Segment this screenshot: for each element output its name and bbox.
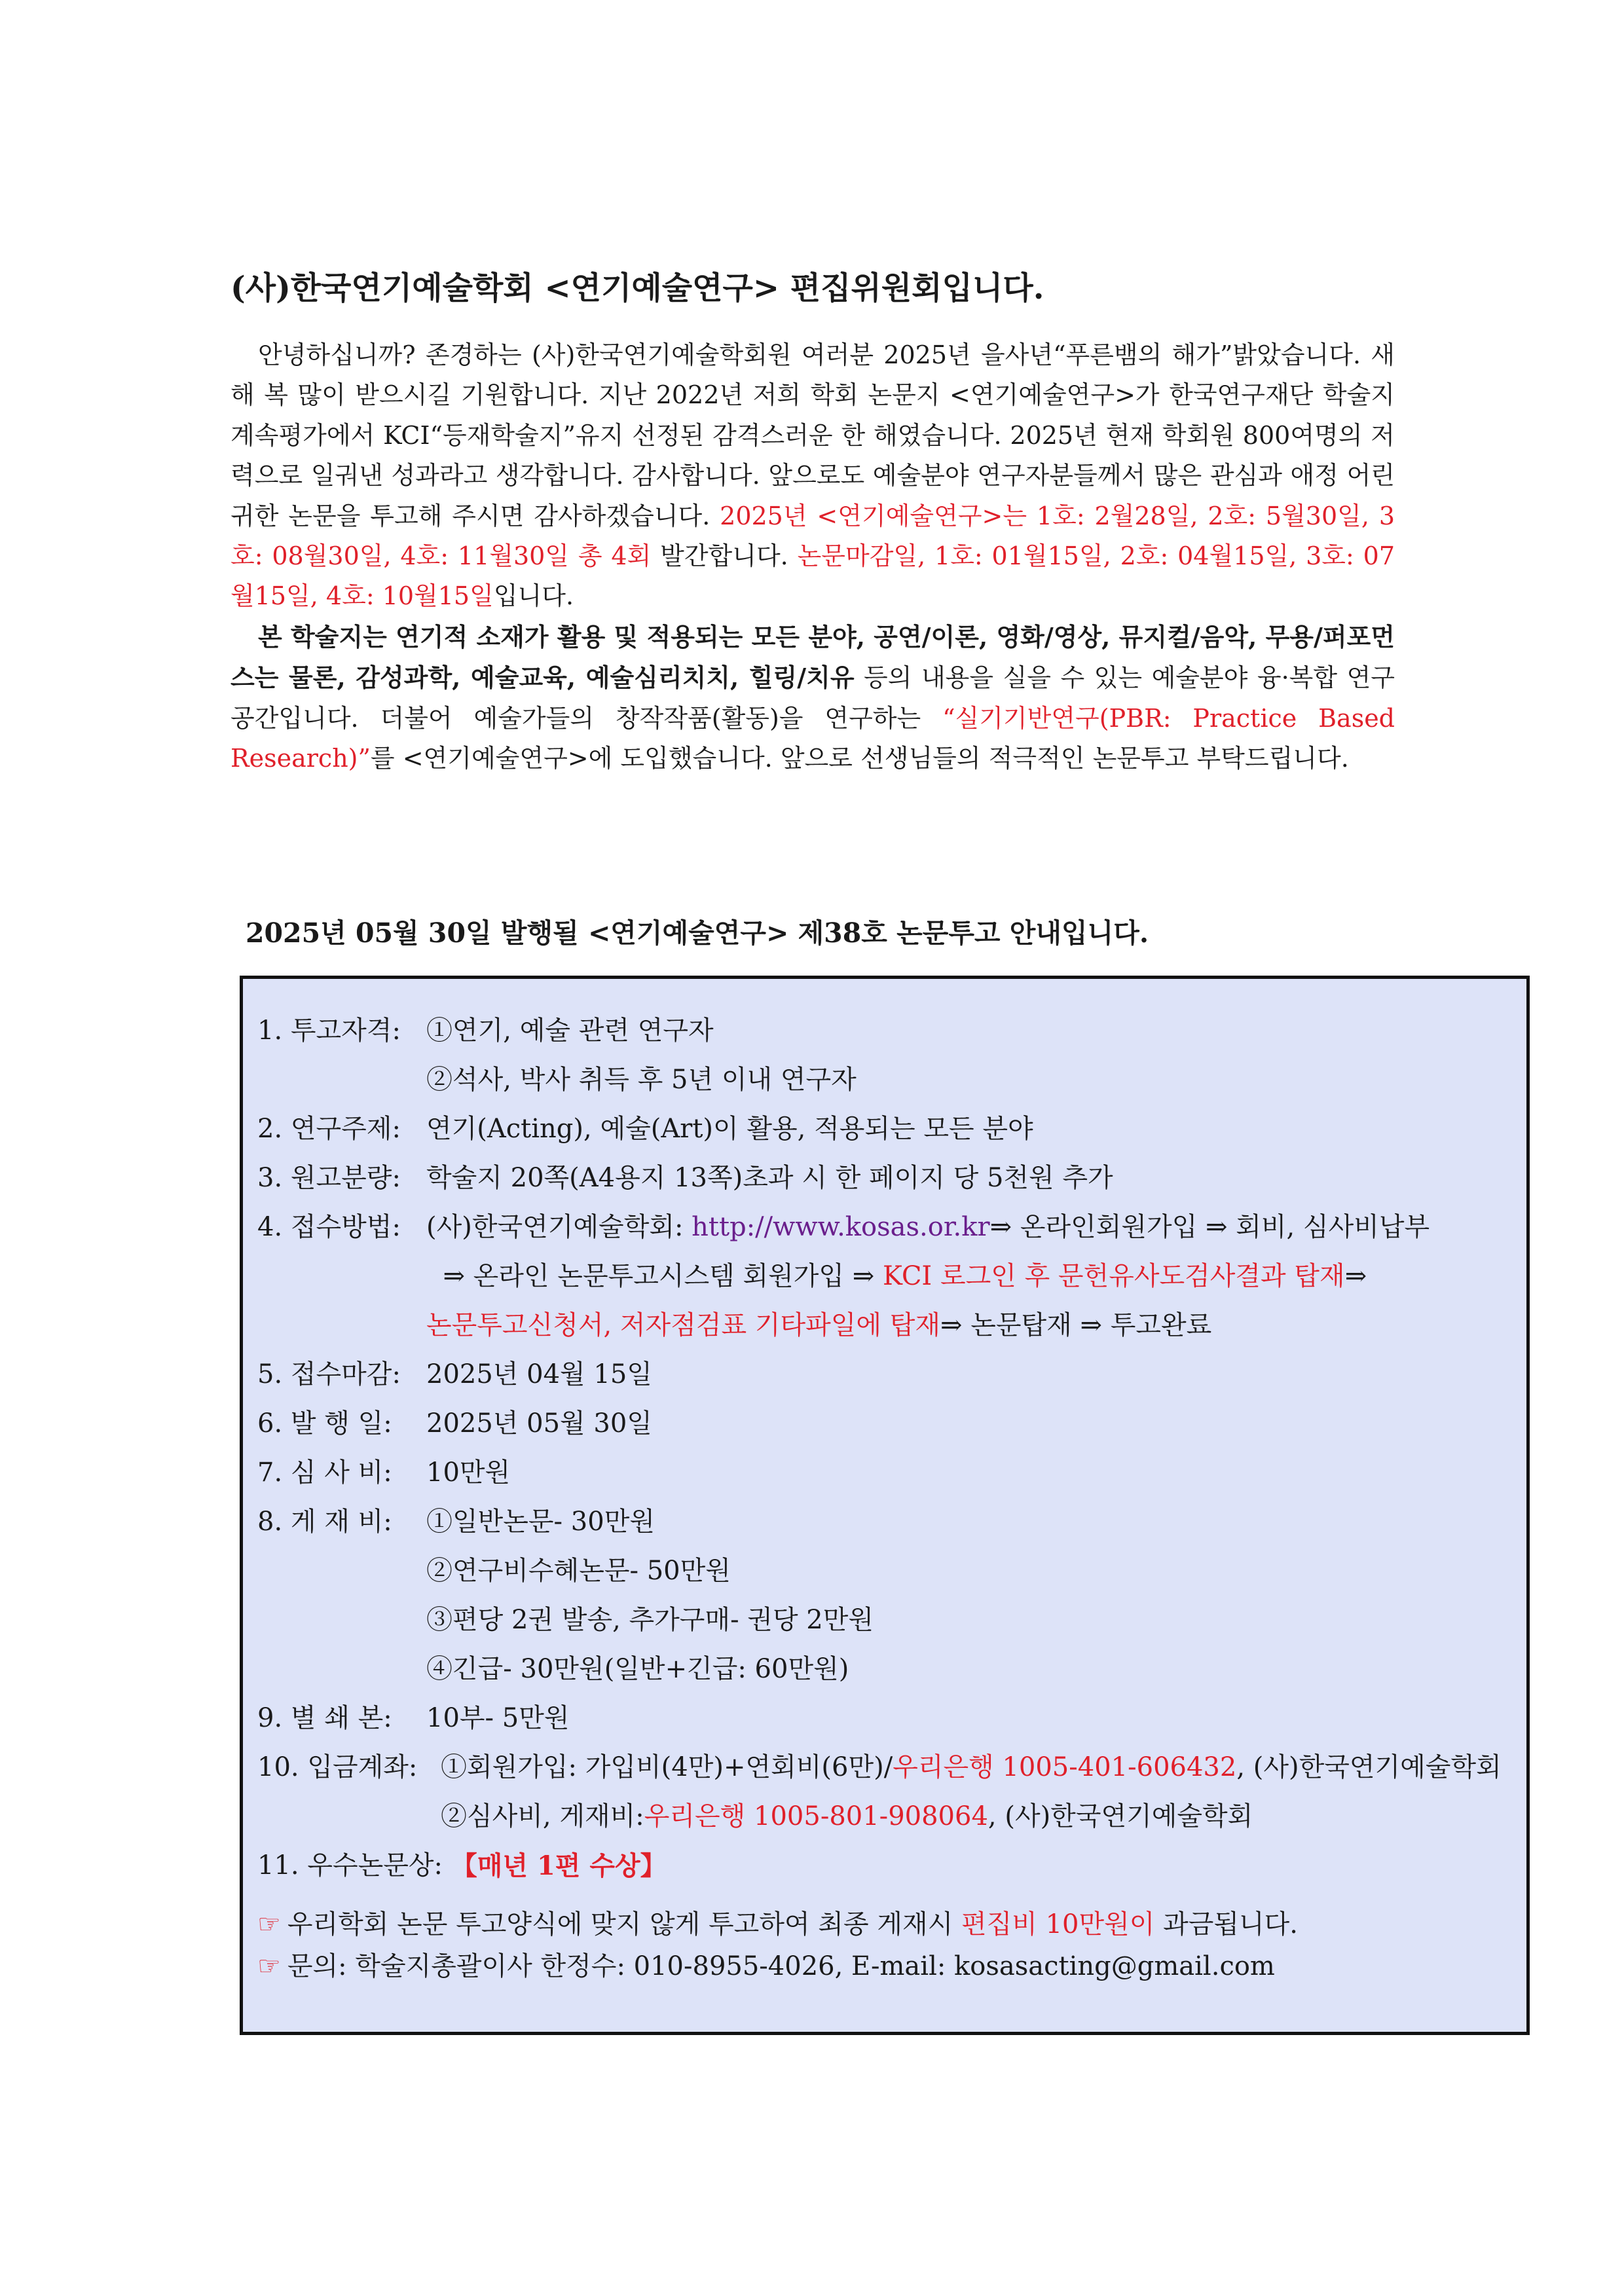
pub-fee-value: ③편당 2권 발송, 추가구매- 권당 2만원	[426, 1605, 874, 1635]
pub-fee-value: ④긴급- 30만원(일반+긴급: 60만원)	[426, 1654, 849, 1684]
pointing-hand-icon: ☞	[257, 1909, 281, 1939]
deadline-value: 2025년 04월 15일	[426, 1359, 652, 1389]
pubdate-label: 6. 발 행 일:	[257, 1408, 392, 1439]
submission-info-box	[240, 976, 1530, 2035]
pointing-hand-icon: ☞	[257, 1951, 281, 1981]
account-row	[257, 1743, 1526, 1792]
qualification-row	[257, 1006, 1526, 1056]
intro-text: 입니다.	[493, 581, 574, 611]
topic-row	[257, 1105, 1526, 1154]
issue-schedule: 2025년 <연기예술연구>는 1호: 2월28일, 2호: 5월30일, 3호: 08월30일, 4호: 11월30일 총 4회	[231, 501, 1395, 571]
notice-heading: 2025년 05월 30일 발행될 <연기예술연구> 제38호 논문투고 안내입니다.	[246, 917, 1149, 949]
method-text: ⇒	[1344, 1261, 1367, 1291]
reprint-row	[257, 1694, 1526, 1743]
journal-scope: 본 학술지는 연기적 소재가 활용 및 적용되는 모든 분야, 공연/이론, 영화/영상, 뮤지컬/음악, 무용/퍼포먼스는 물론, 감성과학, 예술교육, 예술심리치치, 힐링/치유	[231, 621, 1395, 693]
intro-section	[231, 335, 1395, 779]
pubdate-value: 2025년 05월 30일	[426, 1408, 652, 1439]
account-text: ②심사비, 게재비:	[441, 1801, 644, 1831]
pubdate-row	[257, 1399, 1526, 1448]
contact-text: 문의: 학술지총괄이사 한정수: 010-8955-4026, E-mail: kosasacting@gmail.com	[287, 1951, 1275, 1981]
intro-text: 등의 내용을 실을 수 있는 예술분야 융·복합 연구공간입니다. 더불어 예술가들의 창작작품(활동)을 연구하는	[231, 663, 1395, 733]
note-contact	[257, 1945, 1526, 1987]
method-text: (사)한국연기예술학회:	[426, 1212, 684, 1242]
deadline-label: 5. 접수마감:	[257, 1359, 401, 1389]
award-value: 【매년 1편 수상】	[451, 1850, 667, 1881]
topic-value: 연기(Acting), 예술(Art)이 활용, 적용되는 모든 분야	[426, 1114, 1033, 1144]
account-number: 우리은행 1005-401-606432	[893, 1752, 1237, 1782]
reprint-value: 10부- 5만원	[426, 1703, 570, 1733]
method-text: ⇒ 논문탑재 ⇒ 투고완료	[940, 1310, 1212, 1340]
award-row	[257, 1841, 1526, 1890]
pub-fee-row	[257, 1645, 1526, 1694]
pub-fee-value: ②연구비수혜논문- 50만원	[426, 1556, 731, 1586]
qualification-value: ①연기, 예술 관련 연구자	[426, 1016, 714, 1046]
method-highlight: 논문투고신청서, 저자점검표 기타파일에 탑재	[426, 1310, 941, 1340]
note-text: 우리학회 논문 투고양식에 맞지 않게 투고하여 최종 게재시	[287, 1909, 961, 1939]
length-value: 학술지 20쪽(A4용지 13쪽)초과 시 한 페이지 당 5천원 추가	[426, 1163, 1113, 1193]
pub-fee-row	[257, 1547, 1526, 1596]
page-title: (사)한국연기예술학회 <연기예술연구> 편집위원회입니다.	[231, 270, 1044, 306]
method-row	[257, 1252, 1526, 1301]
length-row	[257, 1154, 1526, 1203]
intro-paragraph-2	[231, 617, 1395, 779]
intro-text: 안녕하십니까? 존경하는 (사)한국연기예술학회원 여러분 2025년 을사년“푸른뱀의 해가”밝았습니다. 새해 복 많이 받으시길 기원합니다. 지난 2022년 저희 학회 논문지 <연기예술연구>가 한국연구재단 학술지계속평가에서 KCI“등재학술지”유지 선정된 감격스러운 한 해였습니다. 2025년 현재 학회원 800여명의 저력으로 일궈낸 성과라고 생각합니다. 감사합니다. 앞으로도 예술분야 연구자분들께서 많은 관심과 애정 어린 귀한 논문을 투고해 주시면 감사하겠습니다.	[231, 340, 1395, 530]
qualification-label: 1. 투고자격:	[257, 1016, 401, 1046]
note-highlight: 편집비 10만원이	[961, 1909, 1155, 1939]
website-link[interactable]: http://www.kosas.or.kr	[692, 1212, 990, 1242]
account-number: 우리은행 1005-801-908064	[644, 1801, 988, 1831]
method-label: 4. 접수방법:	[257, 1212, 401, 1242]
account-text: ①회원가입: 가입비(4만)+연회비(6만)/	[441, 1752, 893, 1782]
pbr-highlight: “실기기반연구(PBR: Practice Based Research)”	[231, 703, 1395, 773]
review-fee-value: 10만원	[426, 1458, 511, 1488]
account-text: , (사)한국연기예술학회	[1236, 1752, 1502, 1782]
intro-text: 발간합니다.	[651, 542, 798, 571]
review-fee-row	[257, 1448, 1526, 1497]
intro-text: 를 <연기예술연구>에 도입했습니다. 앞으로 선생님들의 적극적인 논문투고 부탁드립니다.	[370, 744, 1349, 773]
method-highlight: KCI 로그인 후 문헌유사도검사결과 탑재	[883, 1261, 1345, 1291]
deadline-row	[257, 1350, 1526, 1399]
length-label: 3. 원고분량:	[257, 1163, 401, 1193]
intro-paragraph-1	[231, 335, 1395, 617]
note-fee	[257, 1903, 1526, 1945]
method-text: ⇒ 온라인 논문투고시스템 회원가입 ⇒	[443, 1261, 875, 1291]
note-text: 과금됩니다.	[1154, 1909, 1299, 1939]
pub-fee-row	[257, 1497, 1526, 1547]
award-label: 11. 우수논문상:	[257, 1850, 443, 1881]
qualification-value: ②석사, 박사 취득 후 5년 이내 연구자	[426, 1065, 857, 1095]
pub-fee-value: ①일반논문- 30만원	[426, 1507, 655, 1537]
account-row	[257, 1792, 1526, 1841]
review-fee-label: 7. 심 사 비:	[257, 1458, 392, 1488]
method-row	[257, 1203, 1526, 1252]
pub-fee-label: 8. 게 재 비:	[257, 1507, 392, 1537]
account-label: 10. 입금계좌:	[257, 1752, 418, 1782]
submission-deadlines: 논문마감일, 1호: 01월15일, 2호: 04월15일, 3호: 07월15일, 4호: 10월15일	[231, 542, 1395, 611]
method-row	[257, 1301, 1526, 1350]
qualification-row	[257, 1056, 1526, 1105]
account-text: , (사)한국연기예술학회	[987, 1801, 1253, 1831]
pub-fee-row	[257, 1596, 1526, 1645]
reprint-label: 9. 별 쇄 본:	[257, 1703, 392, 1733]
method-text: ⇒ 온라인회원가입 ⇒ 회비, 심사비납부	[989, 1212, 1430, 1242]
topic-label: 2. 연구주제:	[257, 1114, 401, 1144]
